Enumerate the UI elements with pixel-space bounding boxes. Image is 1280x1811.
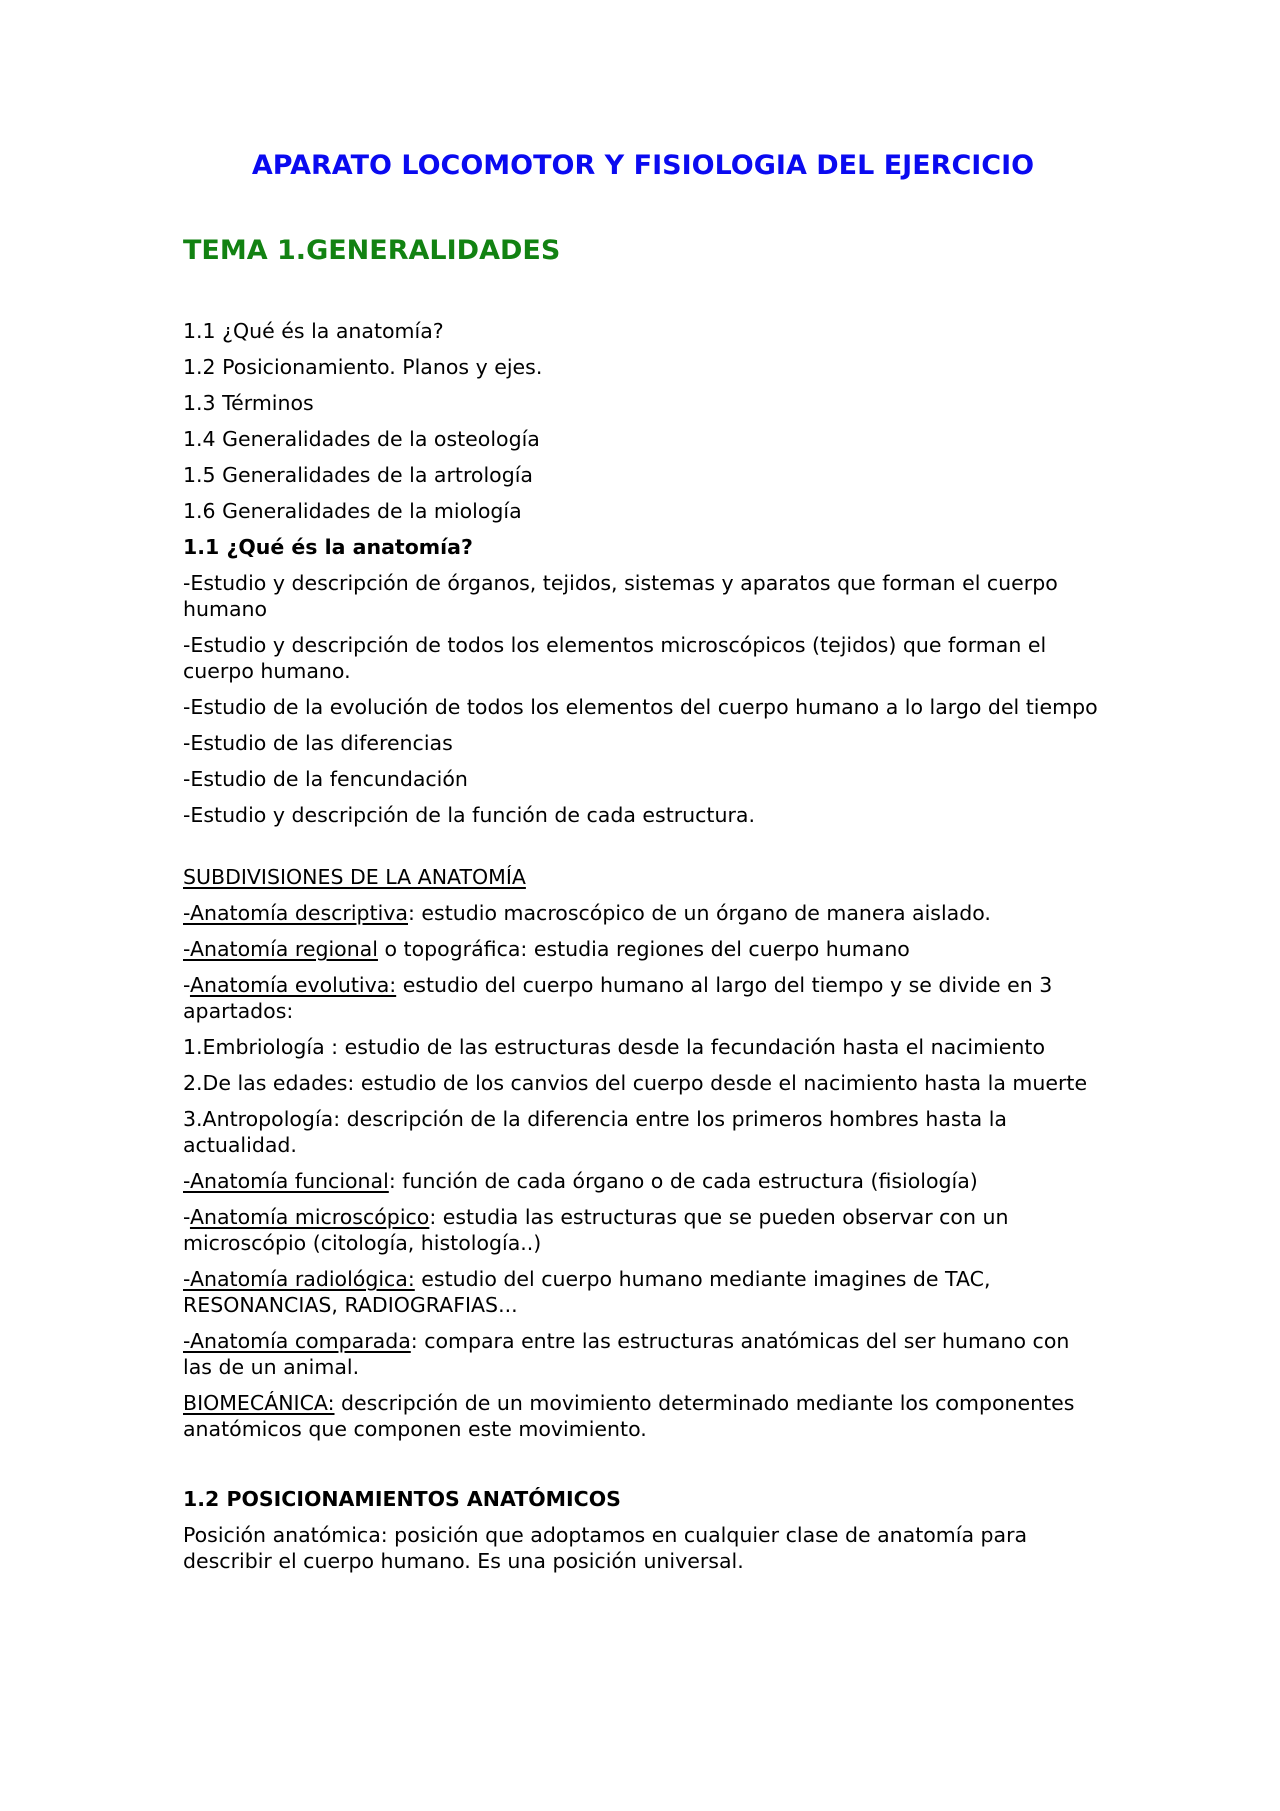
subdivision-biomecanica	[183, 1390, 1103, 1442]
apartado-item: 2.De las edades: estudio de los canvios del cuerpo desde el nacimiento hasta la muerte	[183, 1071, 1088, 1095]
toc-item: 1.4 Generalidades de la osteología	[183, 427, 540, 451]
subdivision-term: -Anatomía regional	[183, 937, 378, 961]
toc-item: 1.3 Términos	[183, 391, 314, 415]
toc-item: 1.1 ¿Qué és la anatomía?	[183, 319, 444, 343]
table-of-contents	[183, 318, 1103, 524]
section-1-2-text: Posición anatómica: posición que adoptamos en cualquier clase de anatomía para describir el cuerpo humano. Es una posición universal.	[183, 1523, 1028, 1573]
subdivision-description: : compara entre las estructuras anatómicas del ser humano con las de un animal.	[183, 1329, 1070, 1379]
subdivision-description: descripción de un movimiento determinado mediante los componentes anatómicos que componen este movimiento.	[183, 1391, 1075, 1441]
document-body	[183, 318, 1103, 1584]
toc-item: 1.5 Generalidades de la artrología	[183, 463, 533, 487]
subdivision-prefix: -	[183, 973, 190, 997]
apartado-item: 3.Antropología: descripción de la diferencia entre los primeros hombres hasta la actualidad.	[183, 1107, 1007, 1157]
subdivision-term: -Anatomía radiológica:	[183, 1267, 415, 1291]
subdivisions-heading: SUBDIVISIONES DE LA ANATOMÍA	[183, 865, 526, 889]
subdivision-term: Anatomía microscópico	[189, 1205, 430, 1229]
subdivision-term: -Anatomía comparada	[183, 1329, 411, 1353]
subdivision-description: estudio del cuerpo humano mediante imagines de TAC, RESONANCIAS, RADIOGRAFIAS...	[183, 1267, 991, 1317]
document-title: APARATO LOCOMOTOR Y FISIOLOGIA DEL EJERCICIO	[251, 150, 1035, 181]
subdivision-description: : función de cada órgano o de cada estructura (fisiología)	[388, 1169, 978, 1193]
subdivision-funcional	[183, 1168, 1103, 1194]
subdivision-regional	[183, 936, 1103, 962]
toc-item: 1.6 Generalidades de la miología	[183, 499, 522, 523]
subdivision-descriptiva	[183, 900, 1103, 926]
subdivision-microscopico	[183, 1204, 1103, 1256]
subdivision-term: Anatomía evolutiva:	[189, 973, 397, 997]
tema-heading: TEMA 1.GENERALIDADES	[183, 235, 561, 266]
definition-item: -Estudio de la fencundación	[183, 767, 468, 791]
subdivision-description: : estudio macroscópico de un órgano de manera aislado.	[408, 901, 991, 925]
subdivision-term: -Anatomía funcional	[183, 1169, 389, 1193]
definition-item: -Estudio y descripción de órganos, tejidos, sistemas y aparatos que forman el cuerpo humano	[183, 571, 1058, 621]
section-1-1-heading: 1.1 ¿Qué és la anatomía?	[183, 535, 473, 559]
spacer	[183, 838, 1103, 864]
subdivision-description: : estudia las estructuras que se pueden observar con un microscópio (citología, histología..)	[183, 1205, 1009, 1255]
subdivision-term: -Anatomía descriptiva	[183, 901, 408, 925]
definition-item: -Estudio de las diferencias	[183, 731, 453, 755]
subdivision-description: o topográfica: estudia regiones del cuerpo humano	[377, 937, 910, 961]
subdivision-radiologica	[183, 1266, 1103, 1318]
definition-item: -Estudio y descripción de todos los elementos microscópicos (tejidos) que forman el cuerpo humano.	[183, 633, 1047, 683]
subdivision-evolutiva	[183, 972, 1103, 1024]
subdivision-comparada	[183, 1328, 1103, 1380]
spacer	[183, 1452, 1103, 1486]
apartado-item: 1.Embriología : estudio de las estructuras desde la fecundación hasta el nacimiento	[183, 1035, 1045, 1059]
subdivision-term: BIOMECÁNICA:	[183, 1391, 335, 1415]
subdivision-description: estudio del cuerpo humano al largo del tiempo y se divide en 3 apartados:	[183, 973, 1053, 1023]
toc-item: 1.2 Posicionamiento. Planos y ejes.	[183, 355, 543, 379]
subdivision-prefix: -	[183, 1205, 190, 1229]
definition-item: -Estudio de la evolución de todos los elementos del cuerpo humano a lo largo del tiempo	[183, 695, 1098, 719]
definition-item: -Estudio y descripción de la función de cada estructura.	[183, 803, 755, 827]
section-1-2-heading: 1.2 POSICIONAMIENTOS ANATÓMICOS	[183, 1487, 621, 1511]
